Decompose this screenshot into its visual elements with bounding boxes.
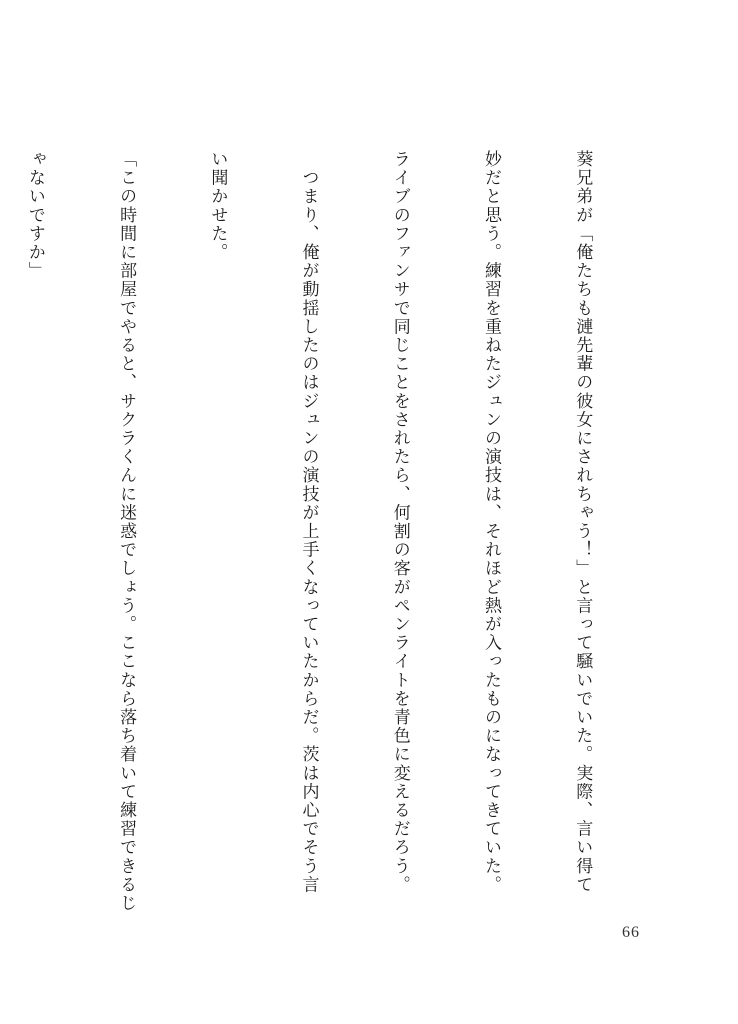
page-number: 66 [622, 924, 640, 941]
text-line: ライブのファンサで同じことをされたら、何割の客がペンライトを青色に変えるだろう。 [389, 150, 410, 894]
text-line: 葵兄弟が「俺たちも漣先輩の彼女にされちゃう！」と言って騒いでいた。実際、言い得て [572, 150, 593, 894]
text-line: 妙だと思う。練習を重ねたジュンの演技は、それほど熱が入ったものになってきていた。 [480, 150, 501, 894]
page-body [24, 150, 658, 913]
text-line: ゃないですか」 [24, 150, 45, 281]
text-line: 「この時間に部屋でやると、サクラくんに迷惑でしょう。ここなら落ち着いて練習できるじ [116, 150, 137, 913]
text-line: つまり、俺が動揺したのはジュンの演技が上手くなっていたからだ。茨は内心でそう言 [298, 150, 319, 894]
text-line: い聞かせた。 [207, 150, 228, 262]
